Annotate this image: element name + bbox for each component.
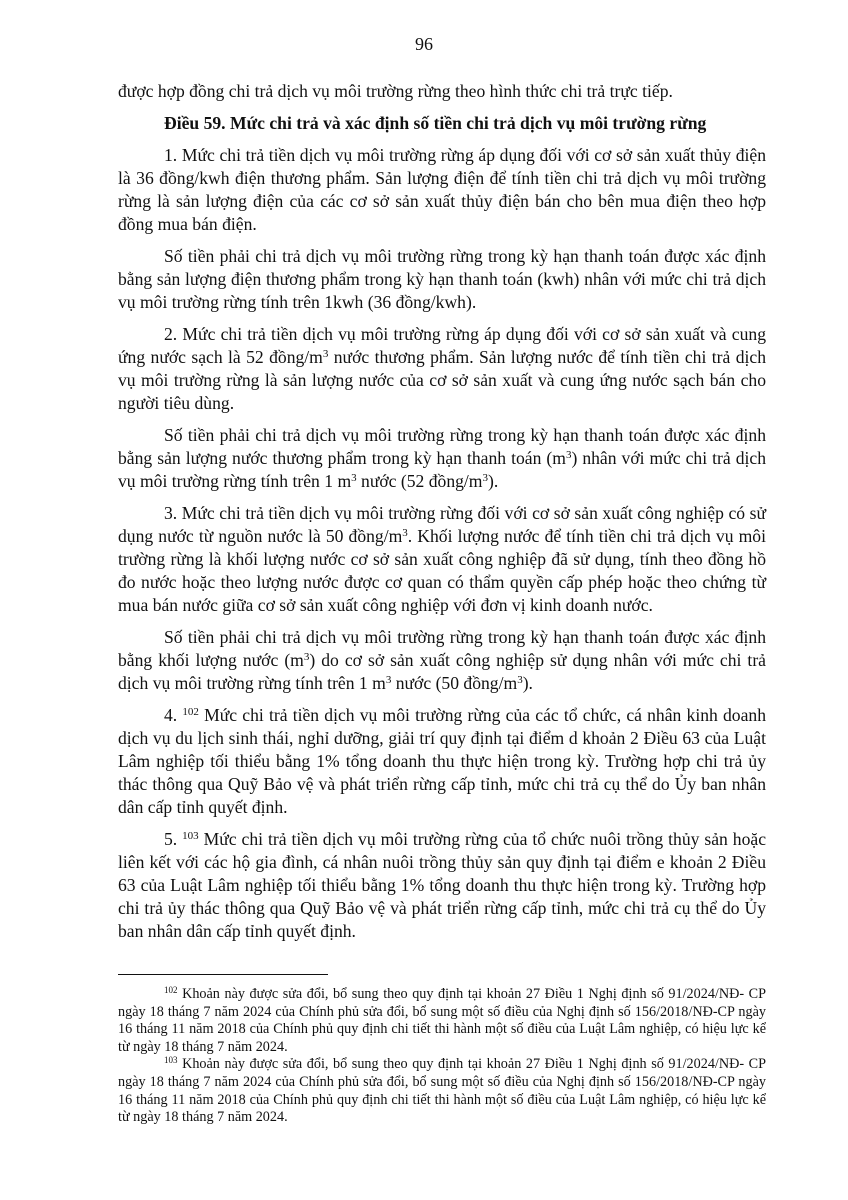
footnote xyxy=(118,986,766,1056)
paragraph xyxy=(118,245,766,314)
text-run: . Khối lượng nước để tính tiền chi trả dịch vụ môi trường rừng là khối lượng nước cơ sở sản xuất công nghiệp đã sử dụng, tính theo đồng hồ đo nước hoặc theo lượng nước được cơ quan có thẩm quyền cấp phép hoặc theo chứng từ mua bán nước giữa cơ sở sản xuất công nghiệp với đơn vị kinh doanh nước. xyxy=(118,526,766,615)
text-run: nước thương phẩm. Sản lượng nước để tính tiền chi trả dịch vụ môi trường rừng là sản lượng nước của cơ sở sản xuất và cung ứng nước sạch bán cho người tiêu dùng. xyxy=(118,347,766,413)
superscript: 3 xyxy=(482,472,488,484)
paragraph xyxy=(118,144,766,236)
text-run: ). xyxy=(522,673,533,693)
paragraph xyxy=(118,704,766,819)
superscript: 3 xyxy=(385,674,392,686)
text-run: được hợp đồng chi trả dịch vụ môi trường rừng theo hình thức chi trả trực tiếp. xyxy=(118,81,673,101)
superscript: 3 xyxy=(351,472,357,484)
text-run: Số tiền phải chi trả dịch vụ môi trường rừng trong kỳ hạn thanh toán được xác định bằng sản lượng nước thương phẩm trong kỳ hạn thanh toán (m xyxy=(118,425,766,468)
text-run: Khoản này được sửa đổi, bổ sung theo quy định tại khoản 27 Điều 1 Nghị định số 91/2024/NĐ- CP ngày 18 tháng 7 năm 2024 của Chính phủ sửa đổi, bổ sung một số điều của Nghị định số 156/2018/NĐ-CP ngày 16 tháng 11 năm 2018 của Chính phủ quy định chi tiết thi hành một số điều của Luật Lâm nghiệp, có hiệu lực kể từ ngày 18 tháng 7 năm 2024. xyxy=(118,1056,766,1126)
text-run: nước (52 đồng/m xyxy=(356,471,483,491)
text-run: 4. xyxy=(164,705,183,725)
text-run: 1. Mức chi trả tiền dịch vụ môi trường rừng áp dụng đối với cơ sở sản xuất thủy điện là 36 đồng/kwh điện thương phẩm. Sản lượng điện để tính tiền chi trả dịch vụ môi trường rừng là sản lượng điện của các cơ sở sản xuất thủy điện bán cho bên mua điện theo hợp đồng mua bán điện. xyxy=(118,145,766,234)
text-run: nước (50 đồng/m xyxy=(391,673,518,693)
text-run: Mức chi trả tiền dịch vụ môi trường rừng của tổ chức nuôi trồng thủy sản hoặc liên kết với các hộ gia đình, cá nhân nuôi trồng thủy sản quy định tại điểm e khoản 2 Điều 63 của Luật Lâm nghiệp tối thiểu bằng 1% tổng doanh thu thực hiện trong kỳ. Trường hợp chi trả ủy thác thông qua Quỹ Bảo vệ và phát triển rừng cấp tỉnh, mức chi trả cụ thể do Ủy ban nhân dân cấp tỉnh quyết định. xyxy=(118,829,767,941)
text-run: 3. Mức chi trả tiền dịch vụ môi trường rừng đối với cơ sở sản xuất công nghiệp có sử dụng nước từ nguồn nước là 50 đồng/m xyxy=(118,503,766,546)
superscript: 103 xyxy=(164,1055,178,1066)
paragraph xyxy=(118,424,766,493)
superscript: 102 xyxy=(182,706,199,718)
continuation-paragraph xyxy=(118,80,766,103)
paragraph xyxy=(118,502,766,617)
superscript: 3 xyxy=(517,674,523,686)
text-run: 2. Mức chi trả tiền dịch vụ môi trường rừng áp dụng đối với cơ sở sản xuất và cung ứng nước sạch là 52 đồng/m xyxy=(118,324,766,367)
superscript: 3 xyxy=(322,348,329,360)
paragraph xyxy=(118,626,766,695)
paragraph xyxy=(118,323,766,415)
text-run: Mức chi trả tiền dịch vụ môi trường rừng của các tổ chức, cá nhân kinh doanh dịch vụ du lịch sinh thái, nghỉ dưỡng, giải trí quy định tại điểm d khoản 2 Điều 63 của Luật Lâm nghiệp tối thiểu bằng 1% tổng doanh thu thực hiện trong kỳ. Trường hợp chi trả ủy thác thông qua Quỹ Bảo vệ và phát triển rừng cấp tỉnh, mức chi trả cụ thể do Ủy ban nhân dân cấp tỉnh quyết định. xyxy=(118,705,766,817)
text-run: Khoản này được sửa đổi, bổ sung theo quy định tại khoản 27 Điều 1 Nghị định số 91/2024/NĐ- CP ngày 18 tháng 7 năm 2024 của Chính phủ sửa đổi, bổ sung một số điều của Nghị định số 156/2018/NĐ-CP ngày 16 tháng 11 năm 2018 của Chính phủ quy định chi tiết thi hành một số điều của Luật Lâm nghiệp, có hiệu lực kể từ ngày 18 tháng 7 năm 2024. xyxy=(118,986,766,1055)
superscript: 3 xyxy=(303,651,310,663)
paragraph xyxy=(118,828,766,943)
text-run: ) do cơ sở sản xuất công nghiệp sử dụng nhân với mức chi trả dịch vụ môi trường rừng tính trên 1 m xyxy=(118,650,766,693)
superscript: 102 xyxy=(164,985,178,995)
text-run: ) nhân với mức chi trả dịch vụ môi trường rừng tính trên 1 m xyxy=(118,448,766,491)
article-heading: Điều 59. Mức chi trả và xác định số tiền chi trả dịch vụ môi trường rừng xyxy=(164,113,707,133)
superscript: 3 xyxy=(402,527,408,539)
footnotes xyxy=(118,986,766,1127)
footnote-divider xyxy=(118,974,328,975)
text-run: 5. xyxy=(164,829,183,849)
paragraph-list xyxy=(118,144,766,943)
superscript: 3 xyxy=(565,449,572,461)
footnote xyxy=(118,1056,766,1126)
page-number: 96 xyxy=(415,34,433,54)
text-run: ). xyxy=(488,471,499,491)
text-run: Số tiền phải chi trả dịch vụ môi trường rừng trong kỳ hạn thanh toán được xác định bằng sản lượng điện thương phẩm trong kỳ hạn thanh toán (kwh) nhân với mức chi trả dịch vụ môi trường rừng tính trên 1kwh (36 đồng/kwh). xyxy=(118,246,766,312)
text-run: Số tiền phải chi trả dịch vụ môi trường rừng trong kỳ hạn thanh toán được xác định bằng khối lượng nước (m xyxy=(118,627,766,670)
superscript: 103 xyxy=(182,830,199,842)
main-body xyxy=(118,80,766,952)
